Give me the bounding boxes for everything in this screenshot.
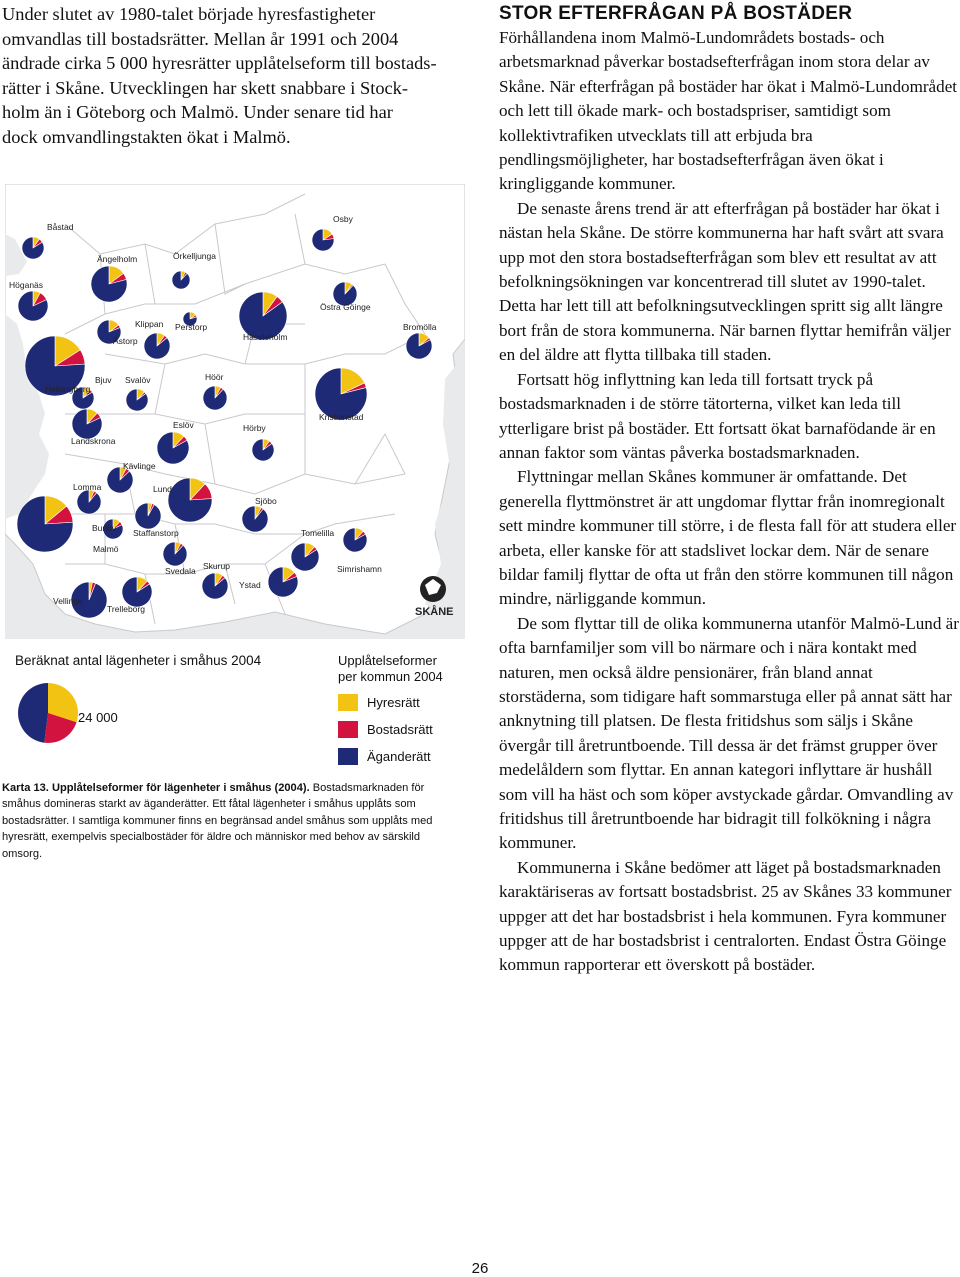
slice-aganderatt [135,503,161,529]
map-label-kavlinge: Kävlinge [123,461,156,471]
article-paragraph: Flyttningar mellan Skånes kommuner är omfattande. Det generella flyttmönstret är att ungdomar flyttar från inomregionalt sett mindre kommuner till större, i de flesta fall för att studera eller arbeta, eller kanske för att stadslivet lockar dem. När de senare bildar familj flyttar de ofta ut från den större kommunen till någon mindre, närliggande kommun. [499,467,957,609]
intro-line: Under slutet av 1980-talet började hyresfastigheter [2,4,376,24]
map-label-svalov: Svalöv [125,375,151,385]
caption-text: Bostadsmarknaden för småhus domineras starkt av äganderätter. Ett fåtal lägenheter i småhus upplåts som bostadsrätter. I samtliga kommuner finns en begränsad andel småhus som upplåts med hyresrätt, exempelvis specialbostäder för äldre och människor med behov av särskild omsorg. [2,782,433,860]
legend-form-title-line: Upplåtelseformer [338,653,437,668]
legend-pie-aganderatt [18,683,48,743]
legend-pie [13,681,83,745]
intro-line: dock omvandlingstakten ökat i Malmö. [2,126,291,147]
pie-astorp [144,333,170,359]
pie-angelholm [91,266,127,302]
map-legend [0,648,470,768]
map-svg [5,184,465,639]
map-label-bastad: Båstad [47,222,74,232]
map-label-perstorp: Perstorp [175,322,208,332]
pie-skurup [202,573,228,599]
pie-bastad [22,237,44,259]
map-label-angelholm: Ängelholm [97,254,138,264]
pie-tomelilla [291,543,319,571]
map-label-orkelljunga: Örkelljunga [173,251,216,261]
slice-aganderatt [172,271,190,289]
pie-staffanstorp [135,503,161,529]
land-area [5,184,465,634]
article-paragraph: De som flyttar till de olika kommunerna utanför Malmö-Lund är ofta barnfamiljer som vill bo närmare och i nära kontakt med naturen, men också äldre pensionärer, från bland annat storstäderna, som tidigare haft sommarstuga eller på annat sätt har anknytning till platsen. De flesta fritidshus som säljs i Skåne övergår till åretruntboende. Till dessa är det främst grupper över medelåldern som flyttar. En annan kategori inflyttare är hushåll som vill ha häst och som köper avstyckade gårdar. Omvandling av fritidshus till åretruntboende har bidragit till folkökning i några kommuner. [499,613,959,853]
logo-text: SKÅNE [415,606,454,618]
pie-simrishamn [343,528,367,552]
pie-hoganas [18,291,48,321]
pie-horby [252,439,274,461]
swatch-bostadsratt [338,721,358,738]
map-label-hoor: Höör [205,372,224,382]
pie-svedala [163,542,187,566]
map-label-malmo: Malmö [93,544,119,554]
map-label-bromolla: Bromölla [403,322,437,332]
map-label-ostra-goinge: Östra Göinge [320,302,371,312]
slice-aganderatt [203,386,227,410]
map-label-lomma: Lomma [73,482,102,492]
article [499,2,959,978]
pie-svalov [126,389,148,411]
map-label-lund: Lund [153,484,172,494]
map-label-staffanstorp: Staffanstorp [133,528,179,538]
map-label-osby: Osby [333,214,353,224]
map-label-skurup: Skurup [203,561,230,571]
legend-reference-value: 24 000 [78,710,118,725]
map-label-vellinge: Vellinge [53,596,83,606]
map-label-eslov: Eslöv [173,420,194,430]
slice-aganderatt [163,542,187,566]
intro-text [2,2,472,150]
legend-label-aganderatt: Äganderätt [367,749,431,764]
map-label-tomelilla: Tomelilla [301,528,335,538]
slice-aganderatt [242,506,268,532]
legend-label-hyresratt: Hyresrätt [367,695,420,710]
legend-label-bostadsratt: Bostadsrätt [367,722,433,737]
article-paragraph: Förhållandena inom Malmö-Lundområdets bostads- och arbetsmarknad påverkar bostadsefterfrågan inom stora delar av Skåne. När efterfrågan på bostäder har ökat i Malmö-Lundområdet och lett till ökade mark- och bostadspriser, samtidigt som kollektivtrafiken utvecklats till att erbjuda bra pendlingsmöjligheter, har bostadsefterfrågan även ökat i kringliggande kommuner. [499,28,958,194]
map-label-hassleholm: Hässleholm [243,332,288,342]
map-label-trelleborg: Trelleborg [107,604,145,614]
map-caption [2,780,447,862]
legend-title: Beräknat antal lägenheter i småhus 2004 [15,653,262,668]
map-label-svedala: Svedala [165,566,196,576]
map-label-astorp: Åstorp [113,336,138,346]
article-paragraph: De senaste årens trend är att efterfrågan på bostäder har ökat i nästan hela Skåne. De större kommunerna har haft svårt att svara upp mot den stora bostadsefterfrågan som blev ett resultat av att befolkningsökningen var koncentrerad till slutet av 1990-talet. Detta har lett till att befolkningsutvecklingen spritt sig allt längre bort från de stora kommunerna. När barnen flyttar hemifrån väljer en del äldre att flytta tillbaka till staden. [499,198,951,365]
map-label-burlov: Burlöv [92,523,117,533]
article-heading: STOR EFTERFRÅGAN PÅ BOSTÄDER [499,3,853,24]
pie-eslov [157,432,189,464]
article-paragraph: Kommunerna i Skåne bedömer att läget på bostadsmarknaden karaktäriseras av fortsatt bostadsbrist. 25 av Skånes 33 kommuner uppger att det har bostadsbrist i hela kommunen. Fyra kommuner uppger att de har bostadsbrist i centralorten. Endast Östra Göinge kommun rapporterar ett överskott på bostäder. [499,857,952,975]
article-paragraph: Fortsatt hög inflyttning kan leda till fortsatt tryck på bostadsmarknaden i de större tätorterna, vilket kan leda till ytterligare brist på bostäder. Ett fortsatt ökat barnafödande är en annan faktor som väntas påverka bostadsmarknaden. [499,369,936,462]
skane-map [5,184,465,639]
map-label-helsingborg: Helsingborg [45,384,91,394]
pie-bromolla [406,333,432,359]
map-label-hoganas: Höganäs [9,280,44,290]
map-label-klippan: Klippan [135,319,164,329]
intro-line: rätter i Skåne. Utvecklingen har skett snabbare i Stock- [2,77,408,98]
pie-orkelljunga [172,271,190,289]
pie-lund [168,478,212,522]
pie-lomma [77,490,101,514]
pie-osby [312,229,334,251]
pie-hoor [203,386,227,410]
map-label-kristianstad: Kristianstad [319,412,364,422]
intro-line: holm än i Göteborg och Malmö. Under senare tid har [2,102,393,123]
swatch-aganderatt [338,748,358,765]
map-label-ystad: Ystad [239,580,261,590]
pie-malmo [17,496,73,552]
caption-title: Karta 13. Upplåtelseformer för lägenheter i småhus (2004). [2,782,310,794]
swatch-hyresratt [338,694,358,711]
pie-ystad [268,567,298,597]
map-label-sjobo: Sjöbo [255,496,277,506]
map-label-horby: Hörby [243,423,266,433]
pie-landskrona [72,409,102,439]
pie-trelleborg [122,577,152,607]
legend-form-title-line: per kommun 2004 [338,669,443,684]
pie-sjobo [242,506,268,532]
intro-line: omvandlas till bostadsrätter. Mellan år 1991 och 2004 [2,28,399,49]
map-label-simrishamn: Simrishamn [337,564,382,574]
page-number: 26 [471,1260,489,1277]
map-label-landskrona: Landskrona [71,436,116,446]
legend-form-title [338,653,443,685]
slice-aganderatt [77,490,101,514]
intro-line: ändrade cirka 5 000 hyresrätter upplåtelseform till bostads- [2,53,437,74]
map-label-bjuv: Bjuv [95,375,112,385]
